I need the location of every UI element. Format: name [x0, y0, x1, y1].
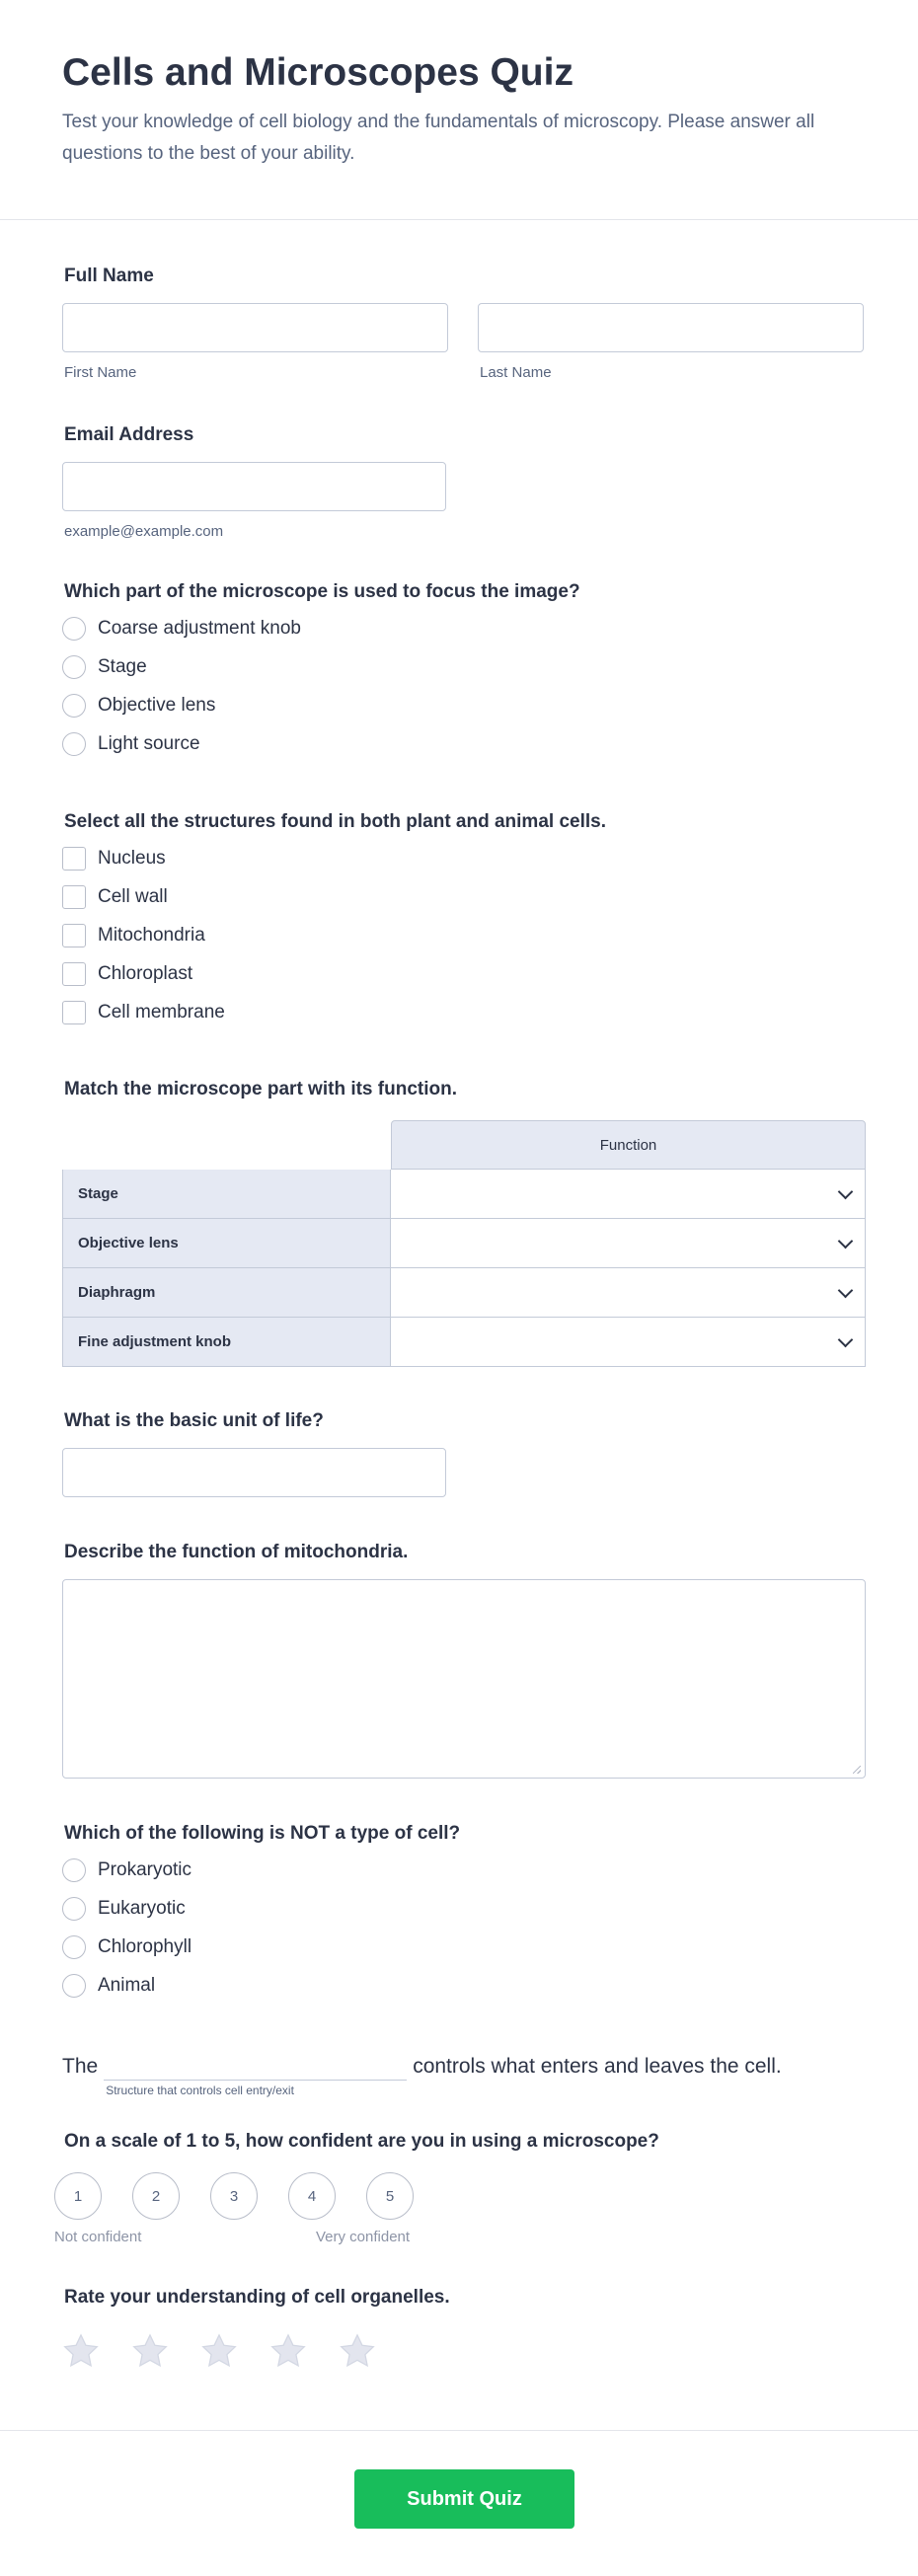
fill-blank-question: [62, 2052, 864, 2097]
email-input[interactable]: [62, 462, 446, 511]
radio-button[interactable]: [62, 1935, 86, 1959]
match-question: [62, 1079, 864, 1367]
radio-button[interactable]: [62, 1897, 86, 1921]
option-label: Stage: [98, 655, 147, 677]
page-title: Cells and Microscopes Quiz: [62, 51, 574, 94]
page-subtitle: Test your knowledge of cell biology and the fundamentals of microscopy. Please answer all questions to the best of your ability.: [62, 112, 815, 164]
focus-option[interactable]: [62, 686, 864, 724]
radio-button[interactable]: [62, 694, 86, 718]
scale-options: [54, 2172, 864, 2220]
last-name-sublabel: Last Name: [480, 364, 552, 381]
focus-question-label: Which part of the microscope is used to focus the image?: [64, 581, 580, 602]
structure-option[interactable]: [62, 839, 864, 877]
full-name-section: [62, 265, 864, 381]
form-header: [0, 0, 918, 220]
structure-option[interactable]: [62, 916, 864, 954]
not-cell-option[interactable]: [62, 1966, 864, 2005]
chevron-down-icon: [838, 1184, 854, 1200]
option-label: Cell wall: [98, 885, 168, 907]
radio-button[interactable]: [62, 732, 86, 756]
checkbox[interactable]: [62, 962, 86, 986]
mito-question: [62, 1542, 864, 1779]
form-footer: [0, 2430, 918, 2576]
structure-option[interactable]: [62, 877, 864, 916]
star-icon[interactable]: [131, 2332, 169, 2370]
radio-button[interactable]: [62, 1858, 86, 1882]
radio-button[interactable]: [62, 655, 86, 679]
scale-option[interactable]: 1: [54, 2172, 102, 2220]
option-label: Prokaryotic: [98, 1858, 192, 1880]
option-label: Cell membrane: [98, 1001, 225, 1023]
option-label: Eukaryotic: [98, 1897, 186, 1919]
focus-option[interactable]: [62, 609, 864, 647]
rating-question-label: Rate your understanding of cell organelles.: [64, 2287, 450, 2308]
function-dropdown[interactable]: [391, 1268, 866, 1318]
structures-question-label: Select all the structures found in both plant and animal cells.: [64, 811, 606, 832]
not-cell-option[interactable]: [62, 1851, 864, 1889]
submit-button[interactable]: Submit Quiz: [354, 2469, 574, 2529]
not-cell-question-label: Which of the following is NOT a type of cell?: [64, 1823, 461, 1844]
last-name-input[interactable]: [478, 303, 864, 352]
email-section: [62, 424, 864, 540]
focus-option[interactable]: [62, 647, 864, 686]
option-label: Coarse adjustment knob: [98, 617, 301, 639]
matrix-row: [62, 1170, 866, 1219]
star-icon[interactable]: [62, 2332, 100, 2370]
email-hint: example@example.com: [64, 523, 224, 540]
matrix-row: [62, 1219, 866, 1268]
function-dropdown[interactable]: [391, 1219, 866, 1268]
checkbox[interactable]: [62, 924, 86, 947]
unit-question-label: What is the basic unit of life?: [64, 1410, 324, 1431]
focus-question: [62, 581, 864, 763]
unit-answer-input[interactable]: [62, 1448, 446, 1497]
option-label: Animal: [98, 1974, 156, 1996]
option-label: Mitochondria: [98, 924, 205, 946]
option-label: Nucleus: [98, 847, 166, 869]
chevron-down-icon: [838, 1283, 854, 1299]
quiz-form: [0, 265, 918, 2370]
matrix-column-header: Function: [391, 1120, 866, 1170]
fill-blank-before: The: [62, 2055, 99, 2078]
radio-button[interactable]: [62, 1974, 86, 1998]
fill-blank-hint: Structure that controls cell entry/exit: [106, 2084, 294, 2097]
matrix-row: [62, 1318, 866, 1367]
not-cell-question: [62, 1823, 864, 2005]
scale-option[interactable]: 5: [366, 2172, 414, 2220]
star-icon[interactable]: [339, 2332, 376, 2370]
mito-answer-textarea[interactable]: [62, 1579, 866, 1779]
star-icon[interactable]: [269, 2332, 307, 2370]
match-matrix: [62, 1120, 866, 1367]
checkbox[interactable]: [62, 847, 86, 871]
scale-low-label: Not confident: [54, 2229, 142, 2245]
structure-option[interactable]: [62, 993, 864, 1031]
option-label: Objective lens: [98, 694, 216, 716]
option-label: Light source: [98, 732, 200, 754]
function-dropdown[interactable]: [391, 1170, 866, 1219]
matrix-row-label: Stage: [62, 1170, 391, 1219]
not-cell-option[interactable]: [62, 1928, 864, 1966]
checkbox[interactable]: [62, 885, 86, 909]
scale-question: [54, 2131, 864, 2250]
not-cell-option[interactable]: [62, 1889, 864, 1928]
full-name-label: Full Name: [64, 265, 154, 286]
match-question-label: Match the microscope part with its function.: [64, 1079, 457, 1099]
resize-handle-icon[interactable]: [853, 1766, 861, 1774]
unit-question: [62, 1410, 864, 1497]
first-name-sublabel: First Name: [64, 364, 137, 381]
focus-option[interactable]: [62, 724, 864, 763]
scale-question-label: On a scale of 1 to 5, how confident are you in using a microscope?: [64, 2131, 659, 2152]
scale-option[interactable]: 2: [132, 2172, 180, 2220]
matrix-row-label: Fine adjustment knob: [62, 1318, 391, 1367]
structure-option[interactable]: [62, 954, 864, 993]
mito-question-label: Describe the function of mitochondria.: [64, 1542, 409, 1562]
scale-option[interactable]: 3: [210, 2172, 258, 2220]
matrix-row: [62, 1268, 866, 1318]
scale-high-label: Very confident: [316, 2229, 411, 2245]
option-label: Chloroplast: [98, 962, 193, 984]
rating-question: [62, 2287, 864, 2370]
chevron-down-icon: [838, 1234, 854, 1250]
first-name-input[interactable]: [62, 303, 448, 352]
checkbox[interactable]: [62, 1001, 86, 1024]
option-label: Chlorophyll: [98, 1935, 192, 1957]
fill-blank-after: controls what enters and leaves the cell.: [413, 2055, 782, 2078]
scale-option[interactable]: 4: [288, 2172, 336, 2220]
chevron-down-icon: [838, 1332, 854, 1348]
email-label: Email Address: [64, 424, 194, 445]
matrix-row-label: Objective lens: [62, 1219, 391, 1268]
matrix-row-label: Diaphragm: [62, 1268, 391, 1318]
radio-button[interactable]: [62, 617, 86, 641]
star-rating: [62, 2332, 864, 2370]
function-dropdown[interactable]: [391, 1318, 866, 1367]
structures-question: [62, 811, 864, 1031]
star-icon[interactable]: [200, 2332, 238, 2370]
fill-blank-input[interactable]: [104, 2052, 407, 2081]
